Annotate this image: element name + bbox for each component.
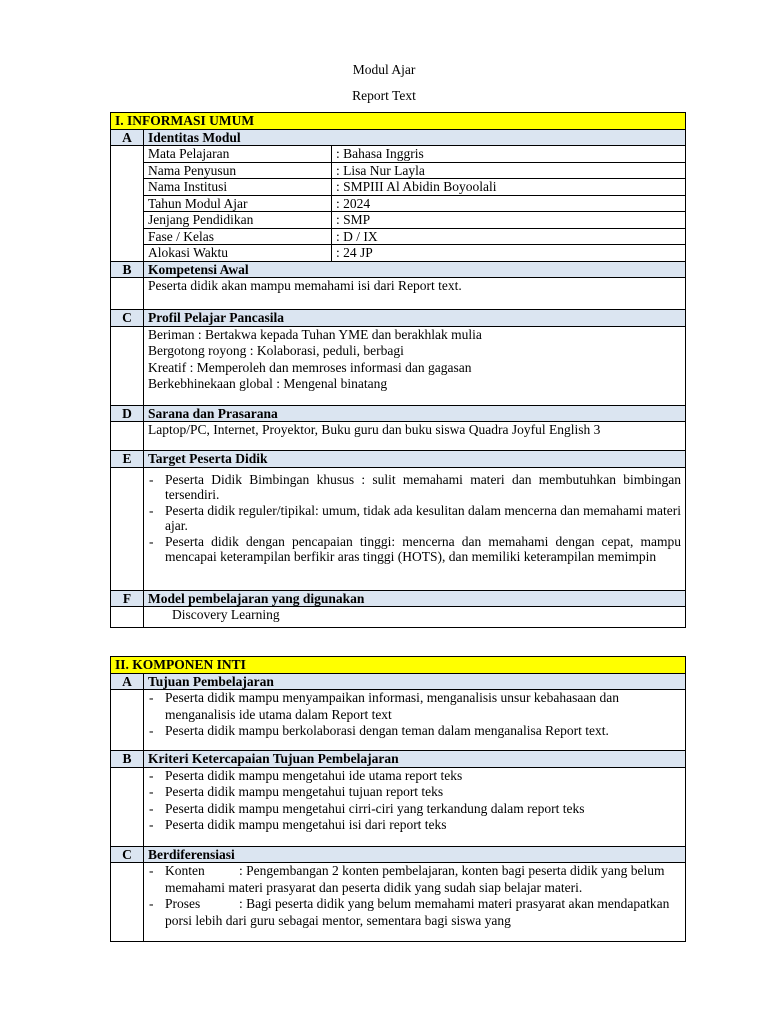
identity-label: Tahun Modul Ajar <box>144 195 332 212</box>
model-text: Discovery Learning <box>144 607 686 628</box>
komponen-inti-table <box>110 656 686 942</box>
diferensiasi-list <box>148 863 681 929</box>
identity-value: : D / IX <box>332 228 686 245</box>
list-item: - Peserta didik mampu mengetahui isi dari report teks <box>148 817 681 834</box>
content-row <box>111 863 686 942</box>
spacer-cell <box>111 690 144 751</box>
sarana-text: Laptop/PC, Internet, Proyektor, Buku guru dan buku siswa Quadra Joyful English 3 <box>144 422 686 451</box>
subsection-title: Kriteri Ketercapaian Tujuan Pembelajaran <box>144 751 686 768</box>
identity-label: Nama Institusi <box>144 179 332 196</box>
subsection-row <box>111 310 686 327</box>
item-key: Proses <box>165 896 201 911</box>
profil-list <box>144 326 686 405</box>
subsection-row <box>111 405 686 422</box>
subsection-row <box>111 673 686 690</box>
subsection-row <box>111 129 686 146</box>
kriteria-list <box>148 768 681 834</box>
content-row <box>111 422 686 451</box>
profil-line: Beriman : Bertakwa kepada Tuhan YME dan berakhlak mulia <box>148 326 482 342</box>
list-item: - Peserta didik mampu mengetahui cirri-ciri yang terkandung dalam report teks <box>148 801 681 818</box>
section-heading-row <box>111 113 686 130</box>
list-item <box>148 863 681 896</box>
subsection-title: Identitas Modul <box>144 129 686 146</box>
identity-value: : SMPIII Al Abidin Boyoolali <box>332 179 686 196</box>
subsection-row <box>111 751 686 768</box>
profil-line: Kreatif : Memperoleh dan memroses informasi dan gagasan <box>148 359 472 375</box>
content-row <box>111 767 686 846</box>
list-item: - Peserta didik mampu mengetahui tujuan report teks <box>148 784 681 801</box>
identity-row <box>111 245 686 262</box>
identity-value: : Lisa Nur Layla <box>332 162 686 179</box>
list-item: - Peserta didik dengan pencapaian tinggi: mencerna dan memahami dengan cepat, mampu mencapai keterampilan berfikir aras tinggi (HOTS), dan memiliki keterampilan memimpin <box>148 534 681 565</box>
content-row <box>111 690 686 751</box>
identity-label: Alokasi Waktu <box>144 245 332 262</box>
identity-value: : SMP <box>332 212 686 229</box>
content-row <box>111 278 686 310</box>
subsection-title: Target Peserta Didik <box>144 451 686 468</box>
document-title: Modul Ajar <box>352 62 416 77</box>
spacer-cell <box>111 767 144 846</box>
tujuan-list-cell <box>144 690 686 751</box>
spacer-cell <box>111 607 144 628</box>
tujuan-list <box>148 690 681 740</box>
spacer-cell <box>111 278 144 310</box>
profil-line: Bergotong royong : Kolaborasi, peduli, berbagi <box>148 343 404 358</box>
identity-row <box>111 212 686 229</box>
content-row <box>111 607 686 628</box>
identity-value: : 24 JP <box>332 245 686 262</box>
identity-value: : 2024 <box>332 195 686 212</box>
document-subtitle: Report Text <box>352 88 416 103</box>
section-heading: I. INFORMASI UMUM <box>111 113 686 130</box>
list-item <box>148 896 681 929</box>
identity-spacer-cell <box>111 146 144 262</box>
kompetensi-text: Peserta didik akan mampu memahami isi dari Report text. <box>144 278 686 310</box>
subsection-letter: A <box>111 129 144 146</box>
identity-row <box>111 195 686 212</box>
subsection-row <box>111 846 686 863</box>
identity-row <box>111 162 686 179</box>
subsection-title: Model pembelajaran yang digunakan <box>144 590 686 607</box>
list-item: - Peserta didik mampu mengetahui ide utama report teks <box>148 768 681 785</box>
subsection-title: Sarana dan Prasarana <box>144 405 686 422</box>
subsection-letter: C <box>111 846 144 863</box>
spacer-cell <box>111 863 144 942</box>
spacer-cell <box>111 467 144 590</box>
identity-label: Fase / Kelas <box>144 228 332 245</box>
content-row <box>111 326 686 405</box>
target-list <box>148 472 681 565</box>
subsection-letter: B <box>111 751 144 768</box>
subsection-title: Profil Pelajar Pancasila <box>144 310 686 327</box>
identity-row <box>111 228 686 245</box>
informasi-umum-table <box>110 112 686 628</box>
subsection-row <box>111 261 686 278</box>
section-heading-row <box>111 657 686 674</box>
identity-label: Jenjang Pendidikan <box>144 212 332 229</box>
item-text: : Bagi peserta didik yang belum memahami materi prasyarat akan mendapatkan porsi lebih dari guru sebagai mentor, sementara bagi siswa yang <box>165 896 670 928</box>
subsection-letter: E <box>111 451 144 468</box>
identity-label: Nama Penyusun <box>144 162 332 179</box>
section-heading: II. KOMPONEN INTI <box>111 657 686 674</box>
spacer-cell <box>111 422 144 451</box>
diferensiasi-list-cell <box>144 863 686 942</box>
list-item: - Peserta didik mampu menyampaikan informasi, menganalisis unsur kebahasaan dan menganalisis ide utama dalam Report text <box>148 690 681 723</box>
subsection-letter: A <box>111 673 144 690</box>
identity-row <box>111 146 686 163</box>
target-list-cell <box>144 467 686 590</box>
list-item: - Peserta Didik Bimbingan khusus : sulit memahami materi dan membutuhkan bimbingan tersendiri. <box>148 472 681 503</box>
item-text: : Pengembangan 2 konten pembelajaran, konten bagi peserta didik yang belum memahami materi prasyarat dan peserta didik yang sudah siap belajar materi. <box>165 863 665 895</box>
list-item: - Peserta didik reguler/tipikal: umum, tidak ada kesulitan dalam mencerna dan memahami materi ajar. <box>148 503 681 534</box>
subsection-title: Tujuan Pembelajaran <box>144 673 686 690</box>
subsection-row <box>111 451 686 468</box>
subsection-title: Berdiferensiasi <box>144 846 686 863</box>
subsection-letter: F <box>111 590 144 607</box>
content-row <box>111 467 686 590</box>
subsection-letter: B <box>111 261 144 278</box>
subsection-letter: D <box>111 405 144 422</box>
subsection-title: Kompetensi Awal <box>144 261 686 278</box>
subsection-row <box>111 590 686 607</box>
spacer-cell <box>111 326 144 405</box>
profil-line: Berkebhinekaan global : Mengenal binatang <box>148 376 388 391</box>
item-key: Konten <box>165 863 205 878</box>
list-item: - Peserta didik mampu berkolaborasi dengan teman dalam menganalisa Report text. <box>148 723 681 740</box>
subsection-letter: C <box>111 310 144 327</box>
identity-label: Mata Pelajaran <box>144 146 332 163</box>
identity-value: : Bahasa Inggris <box>332 146 686 163</box>
kriteria-list-cell <box>144 767 686 846</box>
identity-row <box>111 179 686 196</box>
